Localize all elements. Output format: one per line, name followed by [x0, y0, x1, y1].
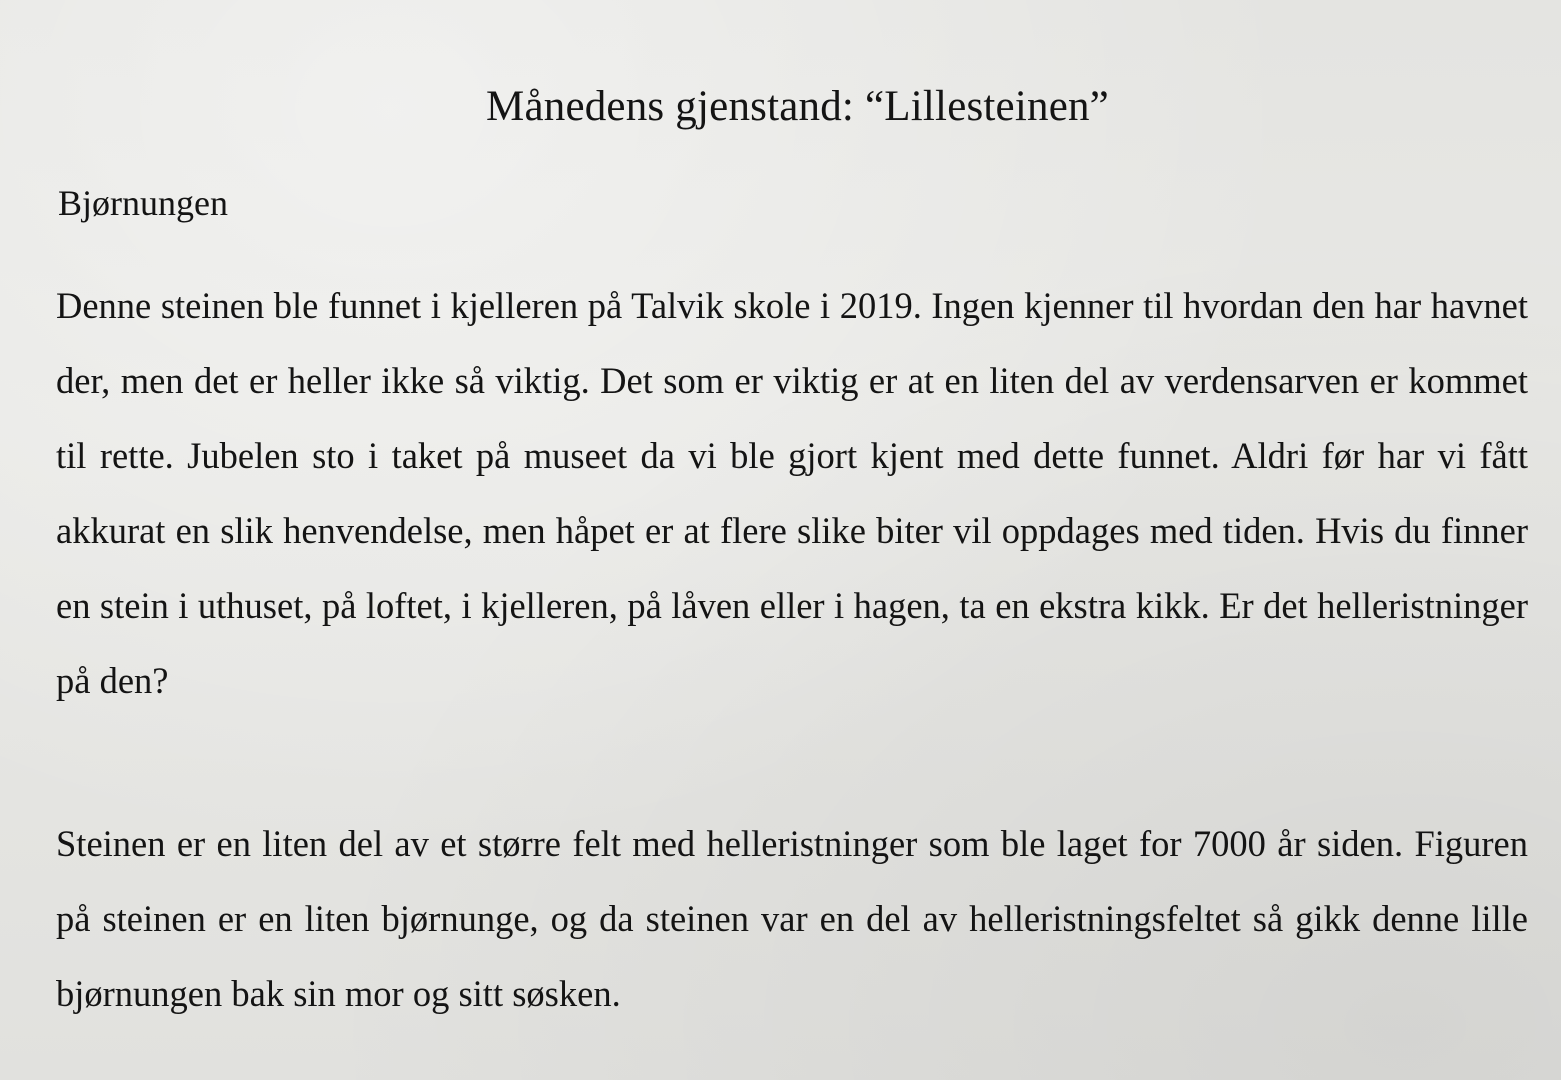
document-title: Månedens gjenstand: “Lillesteinen” — [486, 83, 1109, 130]
document-subtitle: Bjørnungen — [58, 183, 228, 223]
body-paragraph-1: Denne steinen ble funnet i kjelleren på Talvik skole i 2019. Ingen kjenner til hvordan den har havnet der, men det er heller ikke så viktig. Det som er viktig er at en liten del av verdensarven er kommet til rette. Jubelen sto i taket på museet da vi ble gjort kjent med dette funnet. Aldri før har vi fått akkurat en slik henvendelse, men håpet er at flere slike biter vil oppdages med tiden. Hvis du finner en stein i uthuset, på loftet, i kjelleren, på låven eller i hagen, ta en ekstra kikk. Er det helleristninger på den? — [56, 285, 1528, 701]
body-paragraph-2: Steinen er en liten del av et større felt med helleristninger som ble laget for 7000 år siden. Figuren på steinen er en liten bjørnunge, og da steinen var en del av helleristningsfeltet så gikk denne lille bjørnungen bak sin mor og sitt søsken. — [56, 823, 1528, 1014]
